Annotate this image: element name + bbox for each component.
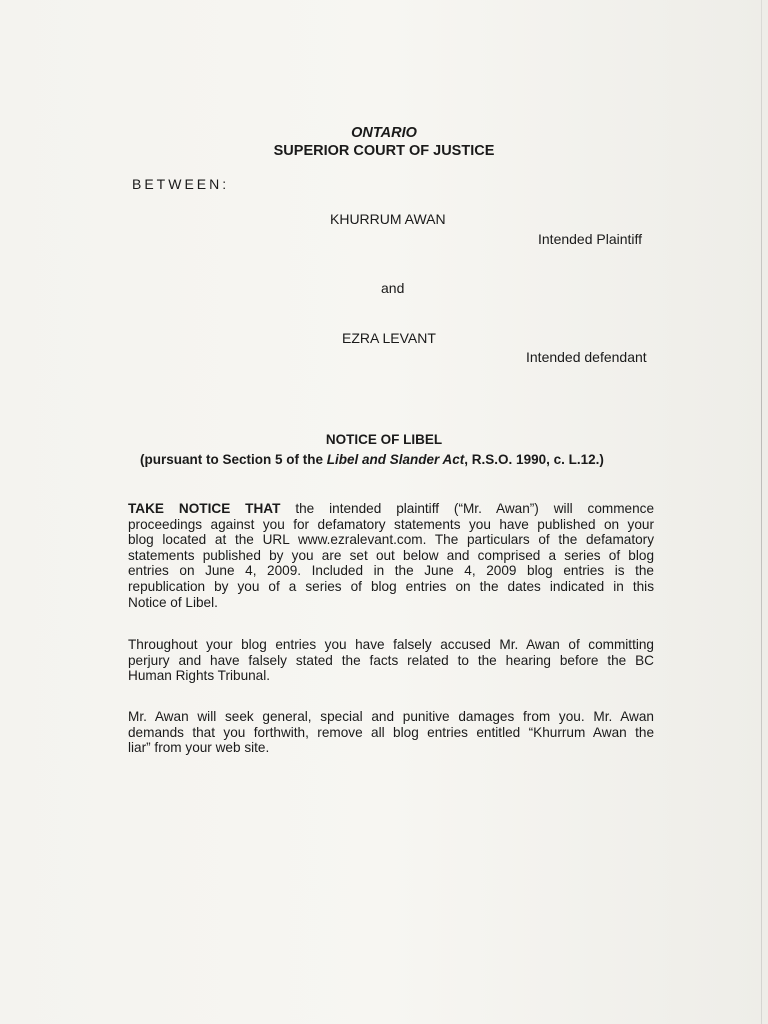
take-notice-lead: TAKE NOTICE THAT <box>128 501 281 516</box>
defendant-name: EZRA LEVANT <box>342 330 436 346</box>
paragraph-line: Throughout your blog entries you have falsely accused Mr. Awan of committing <box>128 637 654 652</box>
paragraph-line: republication by you of a series of blog entries on the dates indicated in this <box>128 578 654 594</box>
paragraph-line: liar” from your web site. <box>128 740 270 756</box>
paragraph-line: entries on June 4, 2009. Included in the June 4, 2009 blog entries is the <box>128 563 654 579</box>
paragraph-take-notice <box>128 501 654 610</box>
paragraph-line: Notice of Libel. <box>128 594 218 610</box>
notice-title: NOTICE OF LIBEL <box>325 432 443 447</box>
notice-subtitle-suffix: , R.S.O. 1990, c. L.12.) <box>464 452 604 467</box>
paragraph-line: Human Rights Tribunal. <box>128 668 271 684</box>
paragraph-line: blog located at the URL www.ezralevant.com. The particulars of the defamatory <box>128 532 654 548</box>
court-province: ONTARIO <box>351 125 417 141</box>
party-conjunction: and <box>381 280 405 296</box>
court-name: SUPERIOR COURT OF JUSTICE <box>273 143 495 159</box>
plaintiff-name: KHURRUM AWAN <box>330 211 446 227</box>
paragraph-line: perjury and have falsely stated the facts related to the hearing before the BC <box>128 652 654 668</box>
paragraph-damages <box>128 709 654 756</box>
defendant-role: Intended defendant <box>526 349 647 365</box>
paragraph-line: Mr. Awan will seek general, special and punitive damages from you. Mr. Awan <box>128 709 654 724</box>
paragraph-line: TAKE NOTICE THAT the intended plaintiff (“Mr. Awan”) will commence <box>128 501 654 516</box>
notice-subtitle-prefix: (pursuant to Section 5 of the <box>140 452 327 467</box>
notice-subtitle <box>140 452 604 467</box>
paragraph-line: proceedings against you for defamatory statements you have published on your <box>128 516 654 532</box>
plaintiff-role: Intended Plaintiff <box>538 231 643 247</box>
between-label: BETWEEN: <box>132 176 230 192</box>
paragraph-line: demands that you forthwith, remove all blog entries entitled “Khurrum Awan the <box>128 724 654 740</box>
paragraph-accusation <box>128 637 654 684</box>
notice-subtitle-act: Libel and Slander Act <box>326 452 465 467</box>
paragraph-line: statements published by you are set out below and comprised a series of blog <box>128 547 654 563</box>
